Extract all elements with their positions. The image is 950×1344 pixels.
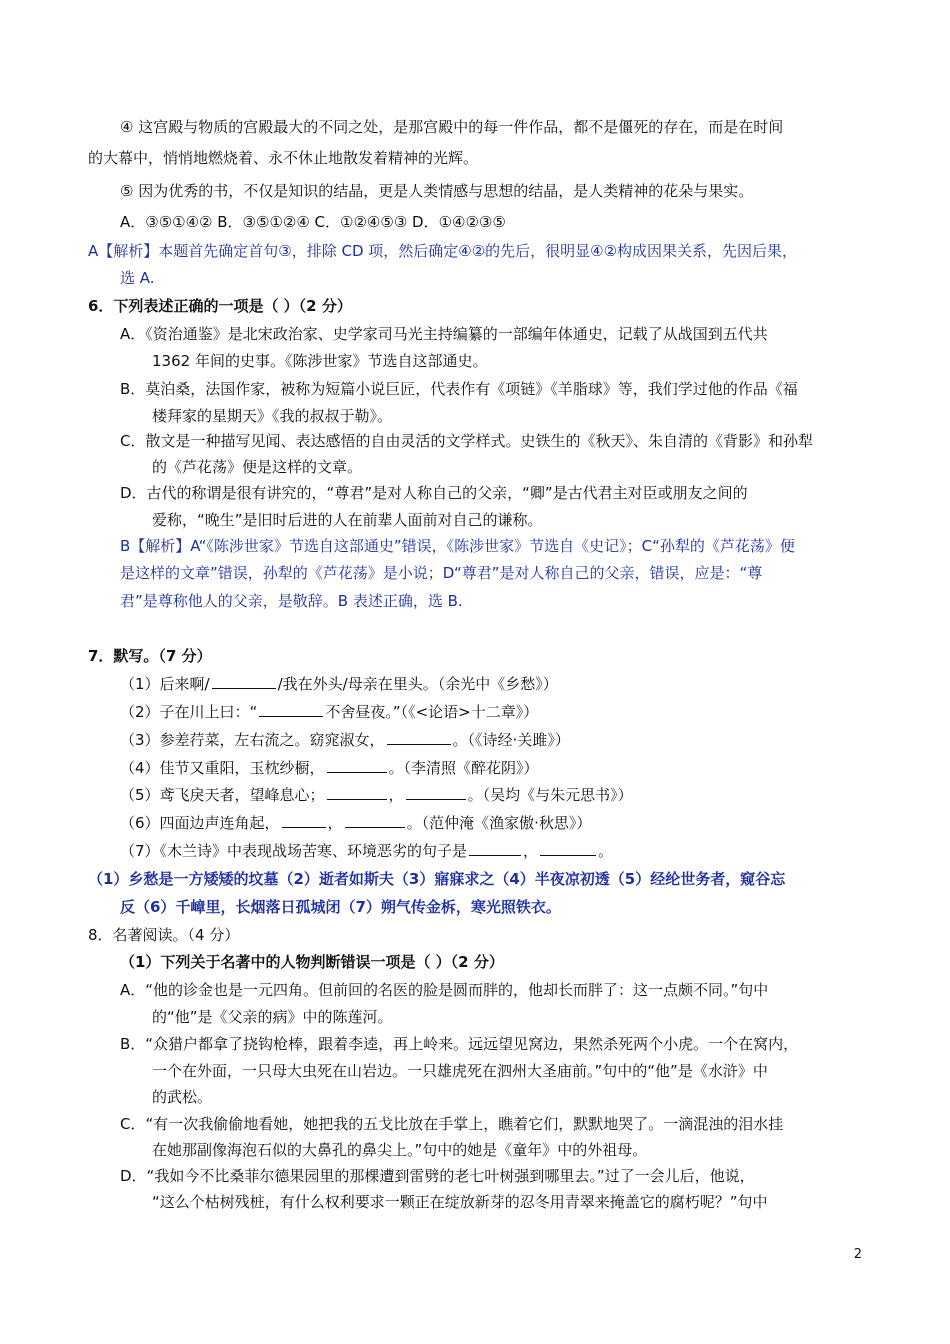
q8-option-d-line1: D．“我如今不比桑菲尔德果园里的那棵遭到雷劈的老七叶树强到哪里去。”过了一会儿后，他说， [120,1167,755,1185]
q7-item-2 [120,701,538,723]
q6-option-c-line1: C．散文是一种描写见闻、表达感悟的自由灵活的文学样式。史铁生的《秋天》、朱自清的《背影》和孙犁 [120,432,813,450]
q6-option-c-line2: 的《芦花荡》便是这样的文章。 [152,458,363,476]
q7-item-7 [120,840,613,862]
q7-item-4-suffix: 。（李清照《醉花阴》） [388,759,539,777]
q8-option-a-line1: A．“他的诊金也是一元四角。但前回的名医的脸是圆而胖的，他却长而胖了：这一点颇不同。”句中 [120,981,769,999]
q6-option-a-line2: 1362 年间的史事。《陈涉世家》节选自这部通史。 [152,352,488,370]
q6-option-d-line1: D．古代的称谓是很有讲究的，“尊君”是对人称自己的父亲，“卿”是古代君主对臣或朋友之间的 [120,484,748,502]
q6-title: 6．下列表述正确的一项是（ ）（2 分） [88,297,352,315]
q8-option-c-line2: 在她那副像海泡石似的大鼻孔的鼻尖上。”句中的她是《童年》中的外祖母。 [152,1141,648,1159]
q7-item-3-prefix: （3）参差荇菜，左右流之。窈窕淑女， [120,731,385,749]
q5-options: A．③⑤①④② B．③⑤①②④ C．①②④⑤③ D．①④②③⑤ [120,213,506,231]
answer-blank[interactable] [406,785,466,800]
q7-item-6-suffix: 。（范仲淹《渔家傲·秋思》） [406,814,592,832]
q7-item-1 [120,673,558,695]
q8-option-b-line1: B．“众猎户都拿了挠钩枪棒，跟着李逵，再上岭来。远远望见窝边，果然杀死两个小虎。一个在窝内， [120,1035,799,1053]
q5-answer-line2: 选 A. [120,269,155,287]
q6-answer-line2: 是这样的文章”错误，孙犁的《芦花荡》是小说；D“尊君”是对人称自己的父亲，错误，应是：“尊 [120,564,763,582]
q8-option-d-line2: “这么个枯树残桩，有什么权利要求一颗正在绽放新芽的忍冬用青翠来掩盖它的腐朽呢？”句中 [152,1193,768,1211]
sentence-5: ⑤ 因为优秀的书，不仅是知识的结晶，更是人类情感与思想的结晶，是人类精神的花朵与果实。 [120,182,754,200]
q7-item-5 [120,784,633,806]
q8-option-c-line1: C．“有一次我偷偷地看她，她把我的五戈比放在手掌上，瞧着它们，默默地哭了。一滴混浊的泪水挂 [120,1115,784,1133]
sentence-4-line1: ④ 这宫殿与物质的宫殿最大的不同之处，是那宫殿中的每一件作品，都不是僵死的存在，而是在时间 [120,118,784,136]
q7-item-7-prefix: （7）《木兰诗》中表现战场苦寒、环境恶劣的句子是 [120,842,468,860]
page-number: 2 [853,1247,862,1262]
q7-item-4 [120,757,539,779]
q7-item-6 [120,812,591,834]
q6-answer-line3: 君”是尊称他人的父亲，是敬辞。B 表述正确，选 B. [120,592,463,610]
q6-option-b-line2: 楼拜家的星期天》《我的叔叔于勒》。 [152,407,393,425]
q6-answer-line1: B【解析】A“《陈涉世家》节选自这部通史”错误，《陈涉世家》节选自《史记》；C“孙犁的《芦花荡》便 [120,537,795,555]
sentence-4-line2: 的大幕中，悄悄地燃烧着、永不休止地散发着精神的光辉。 [88,149,479,167]
q7-item-3 [120,729,570,751]
q8-option-a-line2: 的“他”是《父亲的病》中的陈莲河。 [152,1008,393,1026]
q8-option-b-line2: 一个在外面，一只母大虫死在山岩边。一只雄虎死在泗州大圣庙前。”句中的“他”是《水浒》中 [152,1062,768,1080]
q7-title: 7．默写。（7 分） [88,647,212,665]
q7-answer-line1: （1）乡愁是一方矮矮的坟墓（2）逝者如斯夫（3）寤寐求之（4）半夜凉初透（5）经纶世务者，窥谷忘 [88,870,786,888]
q7-item-5-suffix: 。（吴均《与朱元思书》） [467,786,633,804]
q7-item-2-prefix: （2）子在川上曰：“ [120,703,258,721]
q7-answer-line2: 反（6）千嶂里，长烟落日孤城闭（7）朔气传金柝，寒光照铁衣。 [120,898,561,916]
q5-answer-line1: A【解析】本题首先确定首句③，排除 CD 项，然后确定④②的先后，很明显④②构成因果关系，先因后果， [88,242,798,260]
answer-blank[interactable] [387,730,451,745]
q7-item-7-sep: ， [523,842,539,860]
q7-item-7-suffix: 。 [598,842,614,860]
q7-item-5-sep: ， [388,786,404,804]
q7-item-6-prefix: （6）四面边声连角起， [120,814,280,832]
q7-item-1-prefix: （1）后来啊/ [120,675,210,693]
q8-subquestion-1: （1）下列关于名著中的人物判断错误一项是（ ）（2 分） [120,953,504,971]
q7-item-3-suffix: 。（《诗经·关雎》） [452,731,570,749]
answer-blank[interactable] [212,674,276,689]
q7-item-5-prefix: （5）鸢飞戾天者，望峰息心； [120,786,325,804]
answer-blank[interactable] [540,841,596,856]
q6-option-a-line1: A．《资治通鉴》是北宋政治家、史学家司马光主持编纂的一部编年体通史，记载了从战国到五代共 [120,325,768,343]
q8-option-b-line3: 的武松。 [152,1088,213,1106]
q7-item-2-suffix: 不舍昼夜。”（《<论语>十二章》） [325,703,539,721]
answer-blank[interactable] [345,813,405,828]
answer-blank[interactable] [282,813,326,828]
answer-blank[interactable] [469,841,521,856]
q8-title: 8．名著阅读。（4 分） [88,926,240,944]
q7-item-4-prefix: （4）佳节又重阳，玉枕纱橱， [120,759,325,777]
answer-blank[interactable] [259,702,323,717]
answer-blank[interactable] [327,785,387,800]
q7-item-1-suffix: /我在外头/母亲在里头。（余光中《乡愁》） [277,675,558,693]
q6-option-d-line2: 爱称，“晚生”是旧时后进的人在前辈人面前对自己的谦称。 [152,511,543,529]
answer-blank[interactable] [327,758,387,773]
q6-option-b-line1: B．莫泊桑，法国作家，被称为短篇小说巨匠，代表作有《项链》《羊脂球》等，我们学过他的作品《福 [120,380,798,398]
q7-item-6-sep: ， [327,814,343,832]
